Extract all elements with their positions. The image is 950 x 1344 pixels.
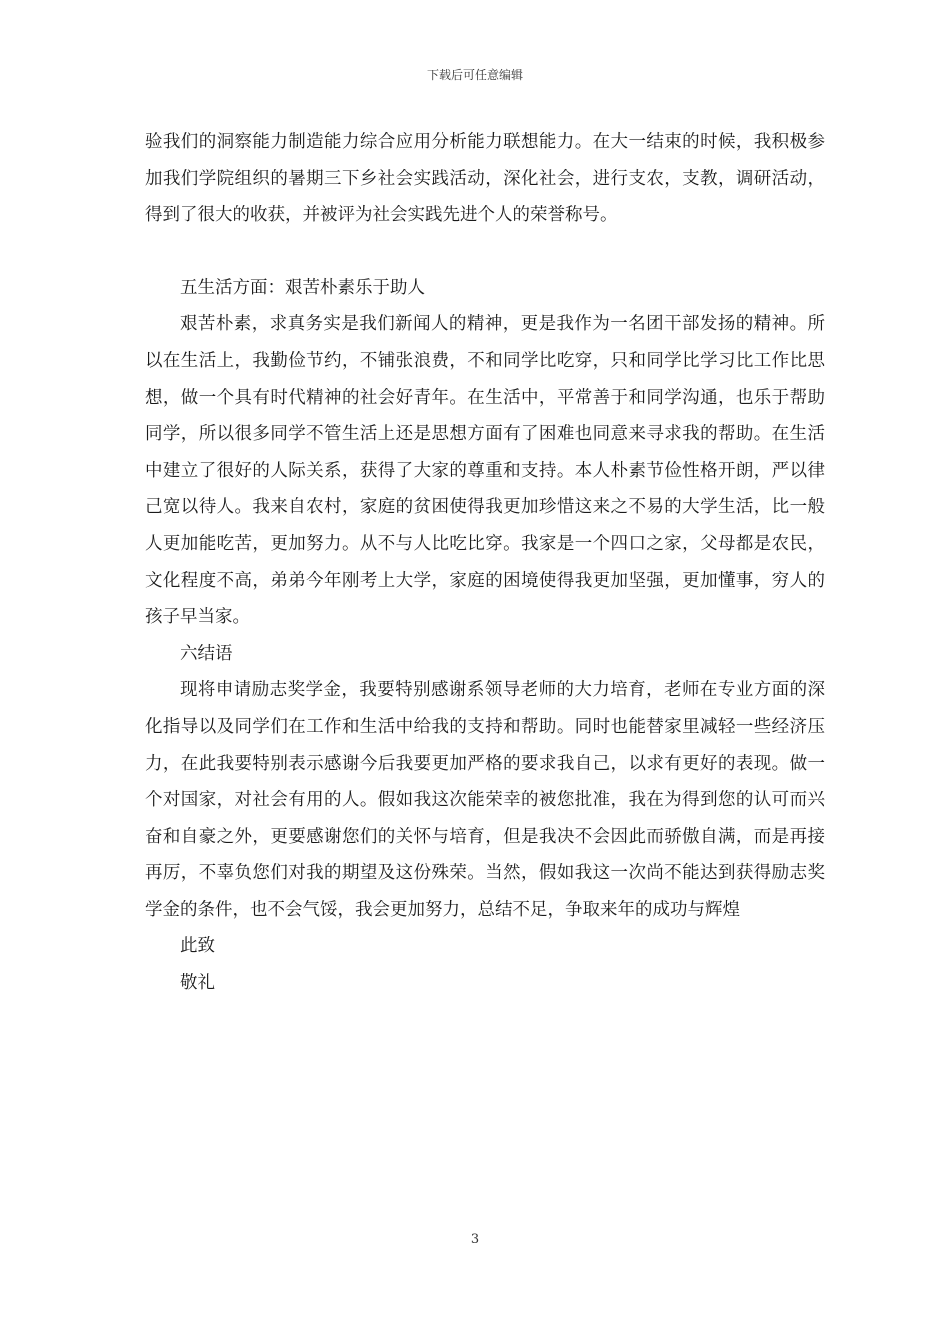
section-heading-conclusion: 六结语 bbox=[180, 643, 233, 664]
page-header: 下载后可任意编辑 bbox=[426, 68, 523, 82]
page-number: 3 bbox=[470, 1232, 480, 1247]
section-heading-life: 五生活方面：艰苦朴素乐于助人 bbox=[180, 277, 425, 298]
paragraph-life: 艰苦朴素，求真务实是我们新闻人的精神，更是我作为一名团干部发扬的精神。所以在生活上，我勤俭节约，不铺张浪费，不和同学比吃穿，只和同学比学习比工作比思想，做一个具有时代精神的社会好青年。在生活中，平常善于和同学沟通，也乐于帮助同学，所以很多同学不管生活上还是思想方面有了困难也同意来寻求我的帮助。在生活中建立了很好的人际关系，获得了大家的尊重和支持。本人朴素节俭性格开朗，严以律己宽以待人。我来自农村，家庭的贫困使得我更加珍惜这来之不易的大学生活，比一般人更加能吃苦，更加努力。从不与人比吃比穿。我家是一个四口之家，父母都是农民，文化程度不高，弟弟今年刚考上大学，家庭的困境使得我更加坚强，更加懂事，穷人的孩子早当家。 bbox=[145, 314, 825, 628]
paragraph-gap bbox=[145, 234, 825, 270]
closing-regards: 敬礼 bbox=[180, 973, 215, 994]
paragraph-practice: 验我们的洞察能力制造能力综合应用分析能力联想能力。在大一结束的时候，我积极参加我们学院组织的暑期三下乡社会实践活动，深化社会，进行支农，支教，调研活动，得到了很大的收获，并被评为社会实践先进个人的荣誉称号。 bbox=[145, 132, 825, 226]
document-body bbox=[145, 124, 825, 1002]
closing-salutation: 此致 bbox=[180, 936, 215, 957]
paragraph-conclusion: 现将申请励志奖学金，我要特别感谢系领导老师的大力培育，老师在专业方面的深化指导以及同学们在工作和生活中给我的支持和帮助。同时也能替家里减轻一些经济压力，在此我要特别表示感谢今后我要更加严格的要求我自己，以求有更好的表现。做一个对国家，对社会有用的人。假如我这次能荣幸的被您批准，我在为得到您的认可而兴奋和自豪之外，更要感谢您们的关怀与培育，但是我决不会因此而骄傲自满，而是再接再厉，不辜负您们对我的期望及这份殊荣。当然，假如我这一次尚不能达到获得励志奖学金的条件，也不会气馁，我会更加努力，总结不足，争取来年的成功与辉煌 bbox=[145, 680, 825, 920]
